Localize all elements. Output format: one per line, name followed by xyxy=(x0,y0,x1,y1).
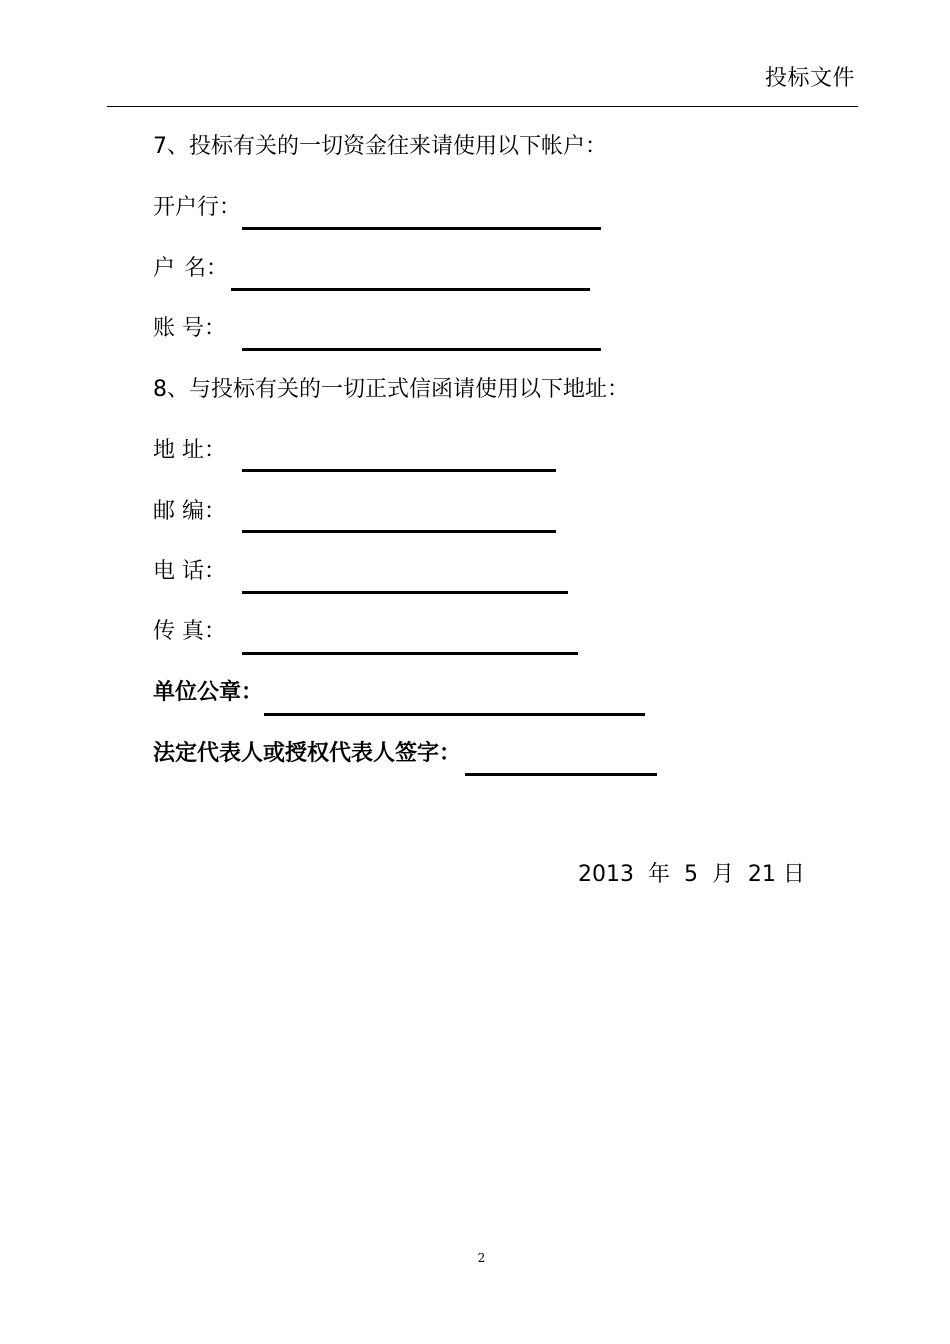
header-title: 投标文件 xyxy=(764,66,855,91)
account-name-blank-line xyxy=(231,288,590,291)
seal-blank-line xyxy=(264,713,645,716)
section-7-heading: 7、投标有关的一切资金往来请使用以下帐户： xyxy=(153,134,607,159)
bank-blank-line xyxy=(242,227,601,230)
phone-blank-line xyxy=(242,591,568,594)
header-divider xyxy=(107,106,858,107)
signature-label: 法定代表人或授权代表人签字： xyxy=(153,741,462,766)
account-number-label: 账 号： xyxy=(153,316,226,341)
signature-blank-line xyxy=(465,773,657,776)
account-name-label: 户 名： xyxy=(153,256,228,281)
address-label: 地 址： xyxy=(153,438,226,463)
fax-blank-line xyxy=(242,652,578,655)
page-number: 2 xyxy=(477,1251,486,1265)
postcode-blank-line xyxy=(242,530,556,533)
fax-label: 传 真： xyxy=(153,619,226,644)
bank-label: 开户行： xyxy=(153,195,242,220)
address-blank-line xyxy=(242,469,556,472)
seal-label: 单位公章： xyxy=(153,680,264,705)
account-number-blank-line xyxy=(242,348,601,351)
section-8-heading: 8、与投标有关的一切正式信函请使用以下地址： xyxy=(153,377,629,402)
postcode-label: 邮 编： xyxy=(153,499,226,524)
phone-label: 电 话： xyxy=(153,559,226,584)
document-date: 2013 年 5 月 21 日 xyxy=(578,862,805,887)
